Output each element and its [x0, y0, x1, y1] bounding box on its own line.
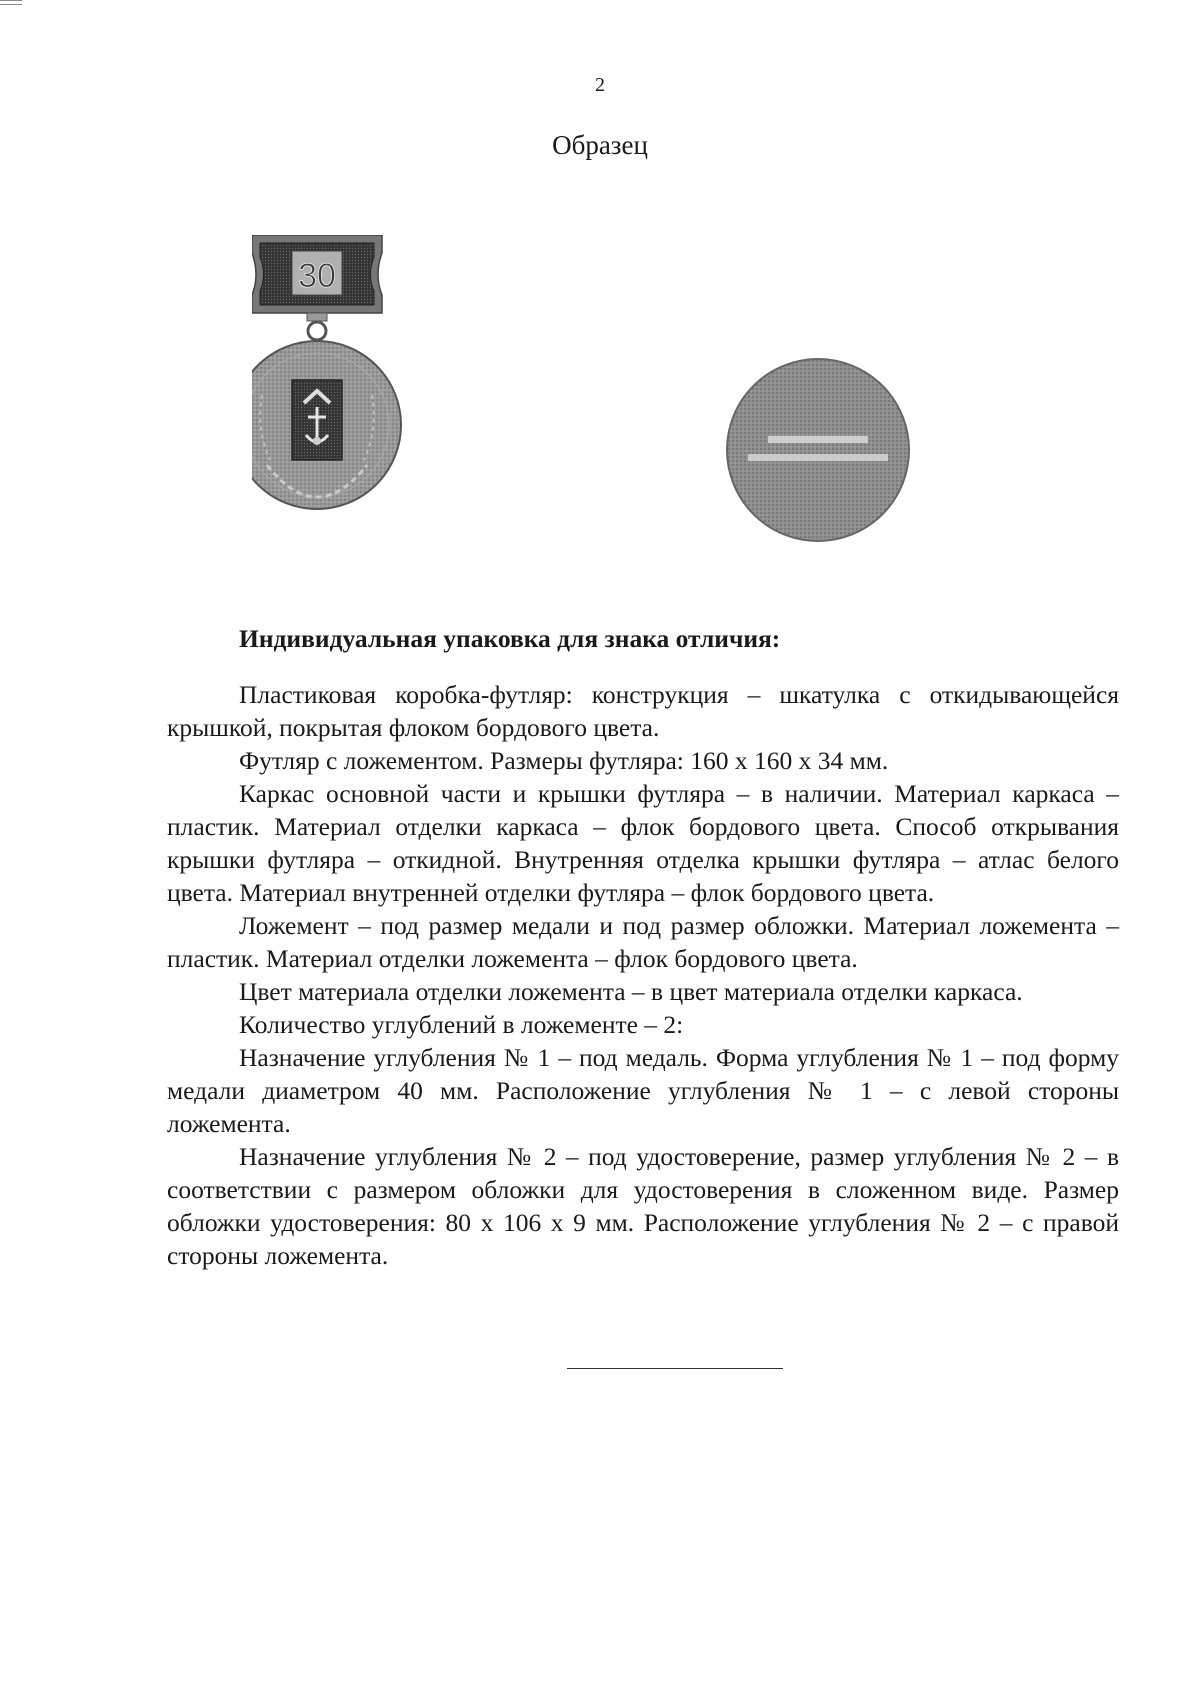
paragraph: Футляр с ложементом. Размеры футляра: 160 х 160 х 34 мм. — [239, 746, 889, 775]
end-divider — [567, 1368, 783, 1369]
section-title: Индивидуальная упаковка для знака отличия: — [239, 624, 781, 653]
medal-back-image — [724, 356, 912, 544]
medal-front-image — [252, 235, 428, 555]
paragraph: Назначение углубления № 2 – под удостоверение, размер углубления № 2 – в соответствии с размером обложки для удостоверения в сложенном виде. Размер обложки удостоверения: 80 х 106 х 9 мм. Расположение углубления № 2 – с правой стороны ложемента. — [167, 1142, 1119, 1270]
page-number: 2 — [595, 74, 605, 96]
document-body — [167, 622, 1119, 1272]
paragraph: Ложемент – под размер медали и под размер обложки. Материал ложемента – пластик. Материал отделки ложемента – флок бордового цвета. — [167, 911, 1119, 973]
sample-label: Образец — [552, 130, 648, 160]
medal-images — [0, 0, 1200, 560]
ribbon-number: 30 — [298, 257, 336, 295]
paragraph: Назначение углубления № 1 – под медаль. Форма углубления № 1 – под форму медали диаметром 40 мм. Расположение углубления № 1 – с левой стороны ложемента. — [167, 1043, 1119, 1138]
paragraph: Количество углублений в ложементе – 2: — [239, 1010, 684, 1039]
paragraph: Цвет материала отделки ложемента – в цвет материала отделки каркаса. — [239, 977, 1023, 1006]
paragraph: Каркас основной части и крышки футляра – в наличии. Материал каркаса – пластик. Материал отделки каркаса – флок бордового цвета. Способ открывания крышки футляра – откидной. Внутренняя отделка крышки футляра – атлас белого цвета. Материал внутренней отделки футляра – флок бордового цвета. — [167, 779, 1119, 907]
paragraph: Пластиковая коробка-футляр: конструкция – шкатулка с откидывающейся крышкой, покрытая флоком бордового цвета. — [167, 680, 1119, 742]
